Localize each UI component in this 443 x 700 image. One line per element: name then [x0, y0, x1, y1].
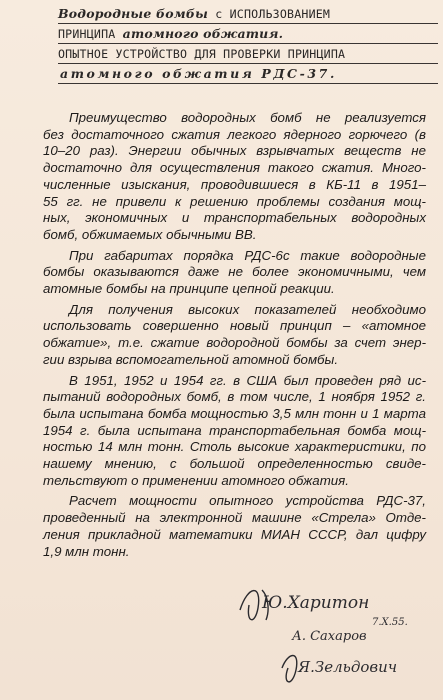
- paragraph-line: При габаритах порядка РДС-6с такие водородные: [69, 247, 426, 263]
- paragraph: [43, 302, 426, 369]
- paragraph-line: была испытана бомба мощностью 3,5 млн тонн и 1 марта: [43, 405, 426, 421]
- paragraph-line: тельствуют о применении атомного обжатия.: [43, 472, 349, 488]
- paragraph-line: численные изыскания, проводившиеся в КБ-11 в 1951–: [43, 176, 426, 192]
- paragraph: [43, 248, 426, 298]
- header-line-4: [58, 64, 438, 84]
- paragraph-line: 1954 г. была испытана транспортабельная бомба мощ-: [43, 422, 426, 438]
- paragraph-line: использовать совершенно новый принцип – «атомное: [43, 318, 426, 334]
- header-typed-3: ОПЫТНОЕ УСТРОЙСТВО ДЛЯ ПРОВЕРКИ ПРИНЦИПА: [58, 47, 346, 61]
- paragraph-line: Для получения высоких показателей необходимо: [69, 301, 426, 317]
- paragraph-line: без достаточного сжатия легкого ядерного горючего (в: [43, 126, 426, 142]
- document-body: [43, 110, 426, 560]
- signature-sakharov: А. Сахаров: [292, 629, 367, 644]
- header-typed-1: с ИСПОЛЬЗОВАНИЕМ: [215, 7, 331, 21]
- paragraph-line: достаточно для осуществления такого сжатия. Много-: [43, 160, 426, 176]
- paragraph-line: бомб, обжимаемых обычными ВВ.: [43, 226, 257, 242]
- header-line-3: [58, 44, 438, 64]
- paragraph-line: проведенный на электронной машине «Стрела» Отде-: [43, 510, 426, 526]
- paragraph-line: 10–20 раз). Энергии обычных взрывчатых веществ не: [43, 143, 426, 159]
- signature-khariton: Ю.Харитон: [262, 593, 370, 613]
- paragraph-line: Преимущество водородных бомб не реализуется: [69, 110, 426, 125]
- paragraph-line: 1,9 млн тонн.: [43, 543, 130, 559]
- paragraph: [43, 110, 426, 244]
- paragraph-line: ных, экономичных и транспортабельных водородных: [43, 210, 426, 226]
- paragraph-line: 55 гг. не привели к решению проблемы создания мощ-: [43, 193, 426, 209]
- paragraph-line: нашему мнению, с большой определенностью свиде-: [43, 456, 426, 472]
- document-header: [58, 4, 438, 84]
- paragraph: [43, 493, 426, 560]
- header-handwritten-4: атомного обжатия РДС-37.: [60, 66, 337, 81]
- paragraph-line: ностью 14 млн тонн. Столь высокие характеристики, по: [43, 439, 426, 455]
- header-line-2: [58, 24, 438, 44]
- paragraph-line: ления прикладной математики МИАН СССР, дал цифру: [43, 526, 426, 542]
- signature-zeldovich: Я.Зельдович: [298, 658, 398, 676]
- paragraph: [43, 373, 426, 490]
- paragraph-line: В 1951, 1952 и 1954 гг. в США был проведен ряд ис-: [69, 372, 426, 388]
- paragraph-line: гии взрыва вспомогательной атомной бомбы.: [43, 351, 339, 367]
- header-handwritten-2: атомного обжатия.: [122, 26, 284, 41]
- paragraph-line: бомбы оказываются даже не более экономичными, чем: [43, 264, 426, 280]
- signature-date: 7.X.55.: [372, 617, 408, 628]
- paragraph-line: пытаний водородных бомб, в том числе, 1 ноября 1952 г.: [43, 389, 426, 405]
- signature-flourish-1: [240, 590, 268, 620]
- header-handwritten-1: Водородные бомбы: [58, 6, 209, 21]
- paragraph-line: атомные бомбы на принципе цепной реакции.: [43, 281, 335, 297]
- paragraph-line: Расчет мощности опытного устройства РДС-37,: [69, 493, 426, 509]
- header-line-1: [58, 4, 438, 24]
- paragraph-line: обжатие», т.е. сжатие водородной бомбы за счет энер-: [43, 335, 426, 351]
- header-typed-2: ПРИНЦИПА: [58, 27, 116, 41]
- signature-flourish-3: [282, 656, 297, 682]
